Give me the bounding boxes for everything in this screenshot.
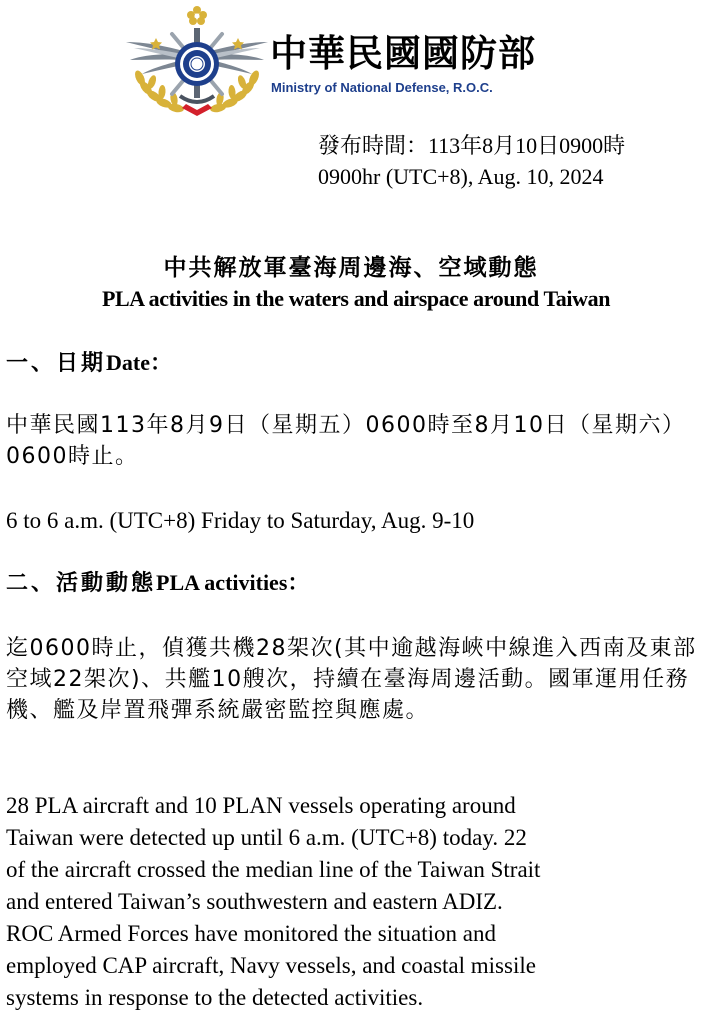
release-time: [318, 130, 625, 192]
org-name-en: Ministry of National Defense, R.O.C.: [271, 80, 493, 95]
section-heading-date: [6, 347, 172, 380]
ministry-emblem-icon: [124, 4, 270, 118]
activities-body-zh: 迄0600時止，偵獲共機28架次(其中逾越海峽中線進入西南及東部空域22架次)、共艦10艘次，持續在臺海周邊活動。國軍運用任務機、艦及岸置飛彈系統嚴密監控與應處。: [6, 636, 697, 723]
activities-body-en-line: and entered Taiwan’s southwestern and eastern ADIZ.: [6, 889, 503, 914]
release-time-zh: 發布時間：113年8月10日0900時: [318, 133, 626, 158]
document-title-zh: 中共解放軍臺海周邊海、空域動態: [163, 255, 539, 281]
section-heading-date-zh: 一、日期: [6, 351, 107, 376]
activities-body-en-line: employed CAP aircraft, Navy vessels, and coastal missile: [6, 953, 536, 978]
date-body-en: 6 to 6 a.m. (UTC+8) Friday to Saturday, Aug. 9-10: [6, 508, 475, 533]
activities-body-en-line: of the aircraft crossed the median line of the Taiwan Strait: [6, 857, 541, 882]
document-title-en: PLA activities in the waters and airspace around Taiwan: [101, 286, 611, 311]
date-body-zh: 中華民國113年8月9日（星期五）0600時至8月10日（星期六）0600時止。: [6, 413, 686, 469]
activities-body-en-line: 28 PLA aircraft and 10 PLAN vessels operating around: [6, 793, 516, 818]
release-time-en: 0900hr (UTC+8), Aug. 10, 2024: [318, 164, 604, 189]
activities-body-en: [6, 790, 700, 1014]
activities-body-en-line: ROC Armed Forces have monitored the situation and: [6, 921, 496, 946]
section-heading-activities-zh: 二、活動動態: [6, 571, 157, 596]
section-heading-activities-en: PLA activities：: [156, 570, 310, 595]
org-name-zh: 中華民國國防部: [270, 32, 536, 75]
activities-body-en-line: Taiwan were detected up until 6 a.m. (UTC+8) today. 22: [6, 825, 527, 850]
section-heading-date-en: Date：: [106, 350, 172, 375]
section-heading-activities: [6, 567, 309, 600]
activities-body-en-line: systems in response to the detected activities.: [6, 985, 424, 1010]
